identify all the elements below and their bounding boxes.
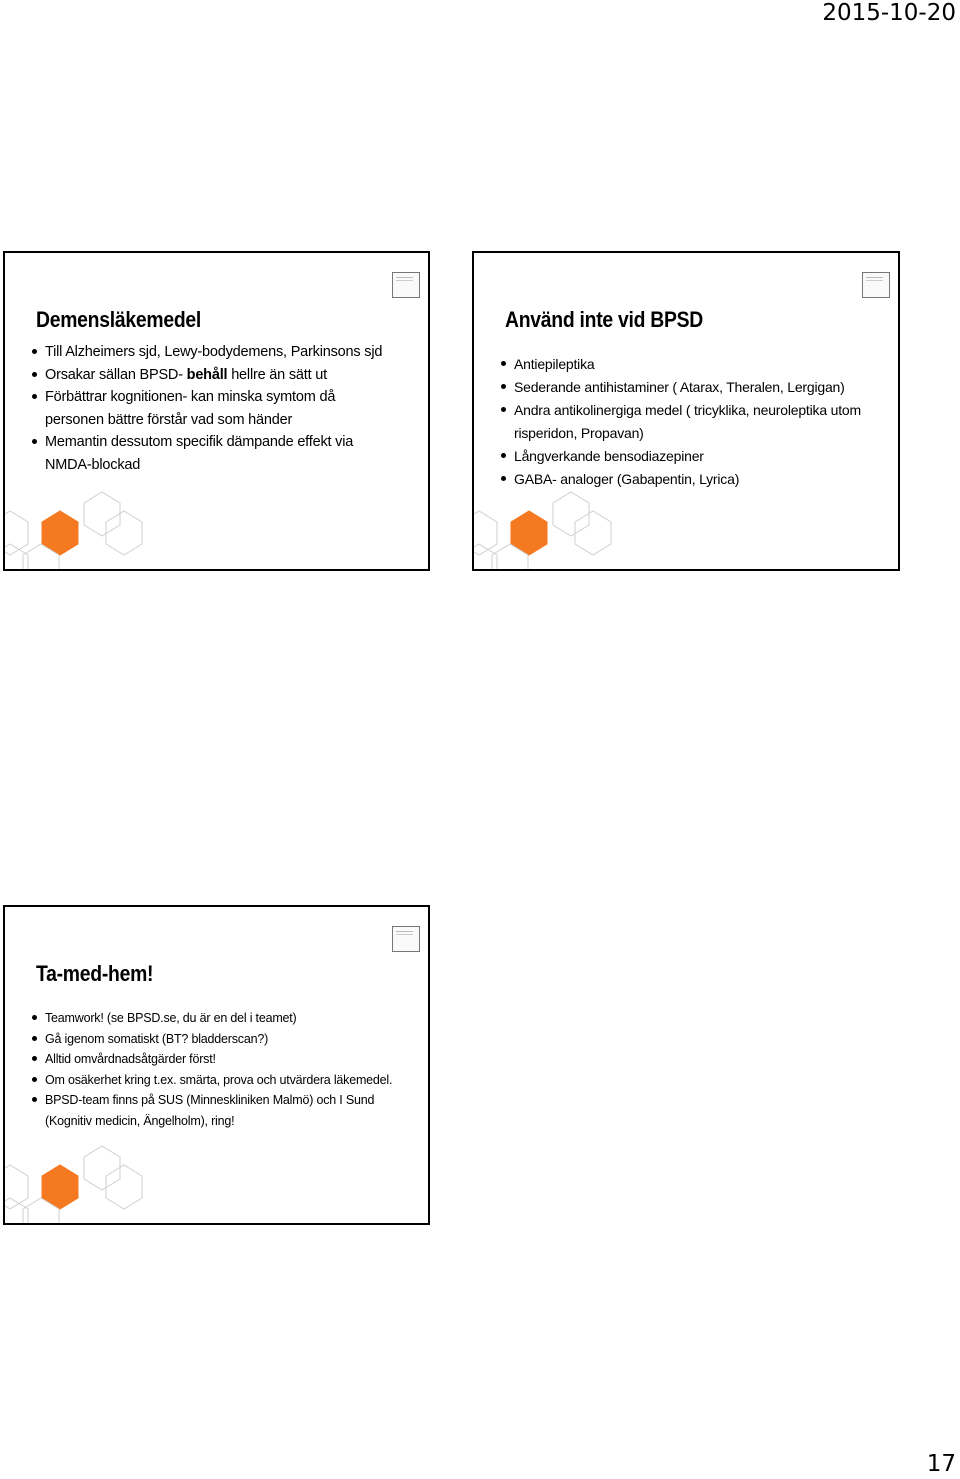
list-item: GABA- analoger (Gabapentin, Lyrica) xyxy=(514,468,878,491)
list-item: Till Alzheimers sjd, Lewy-bodydemens, Parkinsons sjd xyxy=(45,341,408,364)
slide-ta-med-hem xyxy=(3,905,430,1225)
slide-title: Demensläkemedel xyxy=(36,307,201,332)
hexagon-icon xyxy=(5,1198,28,1223)
bullet-list xyxy=(45,1008,408,1131)
page-number: 17 xyxy=(926,1451,956,1477)
logo-icon xyxy=(392,272,420,298)
slide-anvand-inte-vid-bpsd xyxy=(472,251,900,571)
list-item: Om osäkerhet kring t.ex. smärta, prova och utvärdera läkemedel. xyxy=(45,1070,408,1091)
slide-title: Ta-med-hem! xyxy=(36,961,154,986)
list-item: Förbättrar kognitionen- kan minska symtom då personen bättre förstår vad som händer xyxy=(45,386,390,431)
hexagon-icon xyxy=(474,544,497,569)
bullet-list xyxy=(45,341,408,476)
hexagon-icon xyxy=(84,492,120,536)
hexagon-decoration xyxy=(474,489,624,569)
list-item: BPSD-team finns på SUS (Minneskliniken Malmö) och I Sund (Kognitiv medicin, Ängelholm), ring! xyxy=(45,1090,385,1131)
hexagon-icon xyxy=(575,511,611,555)
slide-demenslakemedel xyxy=(3,251,430,571)
bullet-list xyxy=(514,353,878,491)
hexagon-icon xyxy=(106,1165,142,1209)
list-item: Alltid omvårdnadsåtgärder först! xyxy=(45,1049,408,1070)
list-item: Memantin dessutom specifik dämpande effekt via NMDA-blockad xyxy=(45,431,395,476)
list-item: Gå igenom somatiskt (BT? bladderscan?) xyxy=(45,1029,408,1050)
bullet-text: hellre än sätt ut xyxy=(227,366,327,383)
slide-title: Använd inte vid BPSD xyxy=(505,307,704,332)
hexagon-decoration xyxy=(5,1143,155,1223)
hexagon-icon xyxy=(553,492,589,536)
page-date: 2015-10-20 xyxy=(822,0,956,26)
list-item: Sederande antihistaminer ( Atarax, Theralen, Lergigan) xyxy=(514,376,878,399)
logo-icon xyxy=(392,926,420,952)
list-item: Antiepileptika xyxy=(514,353,878,376)
list-item: Långverkande bensodiazepiner xyxy=(514,445,878,468)
hexagon-decoration xyxy=(5,489,155,569)
list-item: Andra antikolinergiga medel ( tricyklika, neuroleptika utom risperidon, Propavan) xyxy=(514,399,874,445)
list-item: Teamwork! (se BPSD.se, du är en del i teamet) xyxy=(45,1008,408,1029)
list-item xyxy=(45,364,408,387)
logo-icon xyxy=(862,272,890,298)
hexagon-icon xyxy=(5,544,28,569)
bullet-text: Orsakar sällan BPSD- xyxy=(45,366,187,383)
bullet-bold-text: behåll xyxy=(186,366,228,383)
hexagon-icon xyxy=(106,511,142,555)
hexagon-icon xyxy=(84,1146,120,1190)
